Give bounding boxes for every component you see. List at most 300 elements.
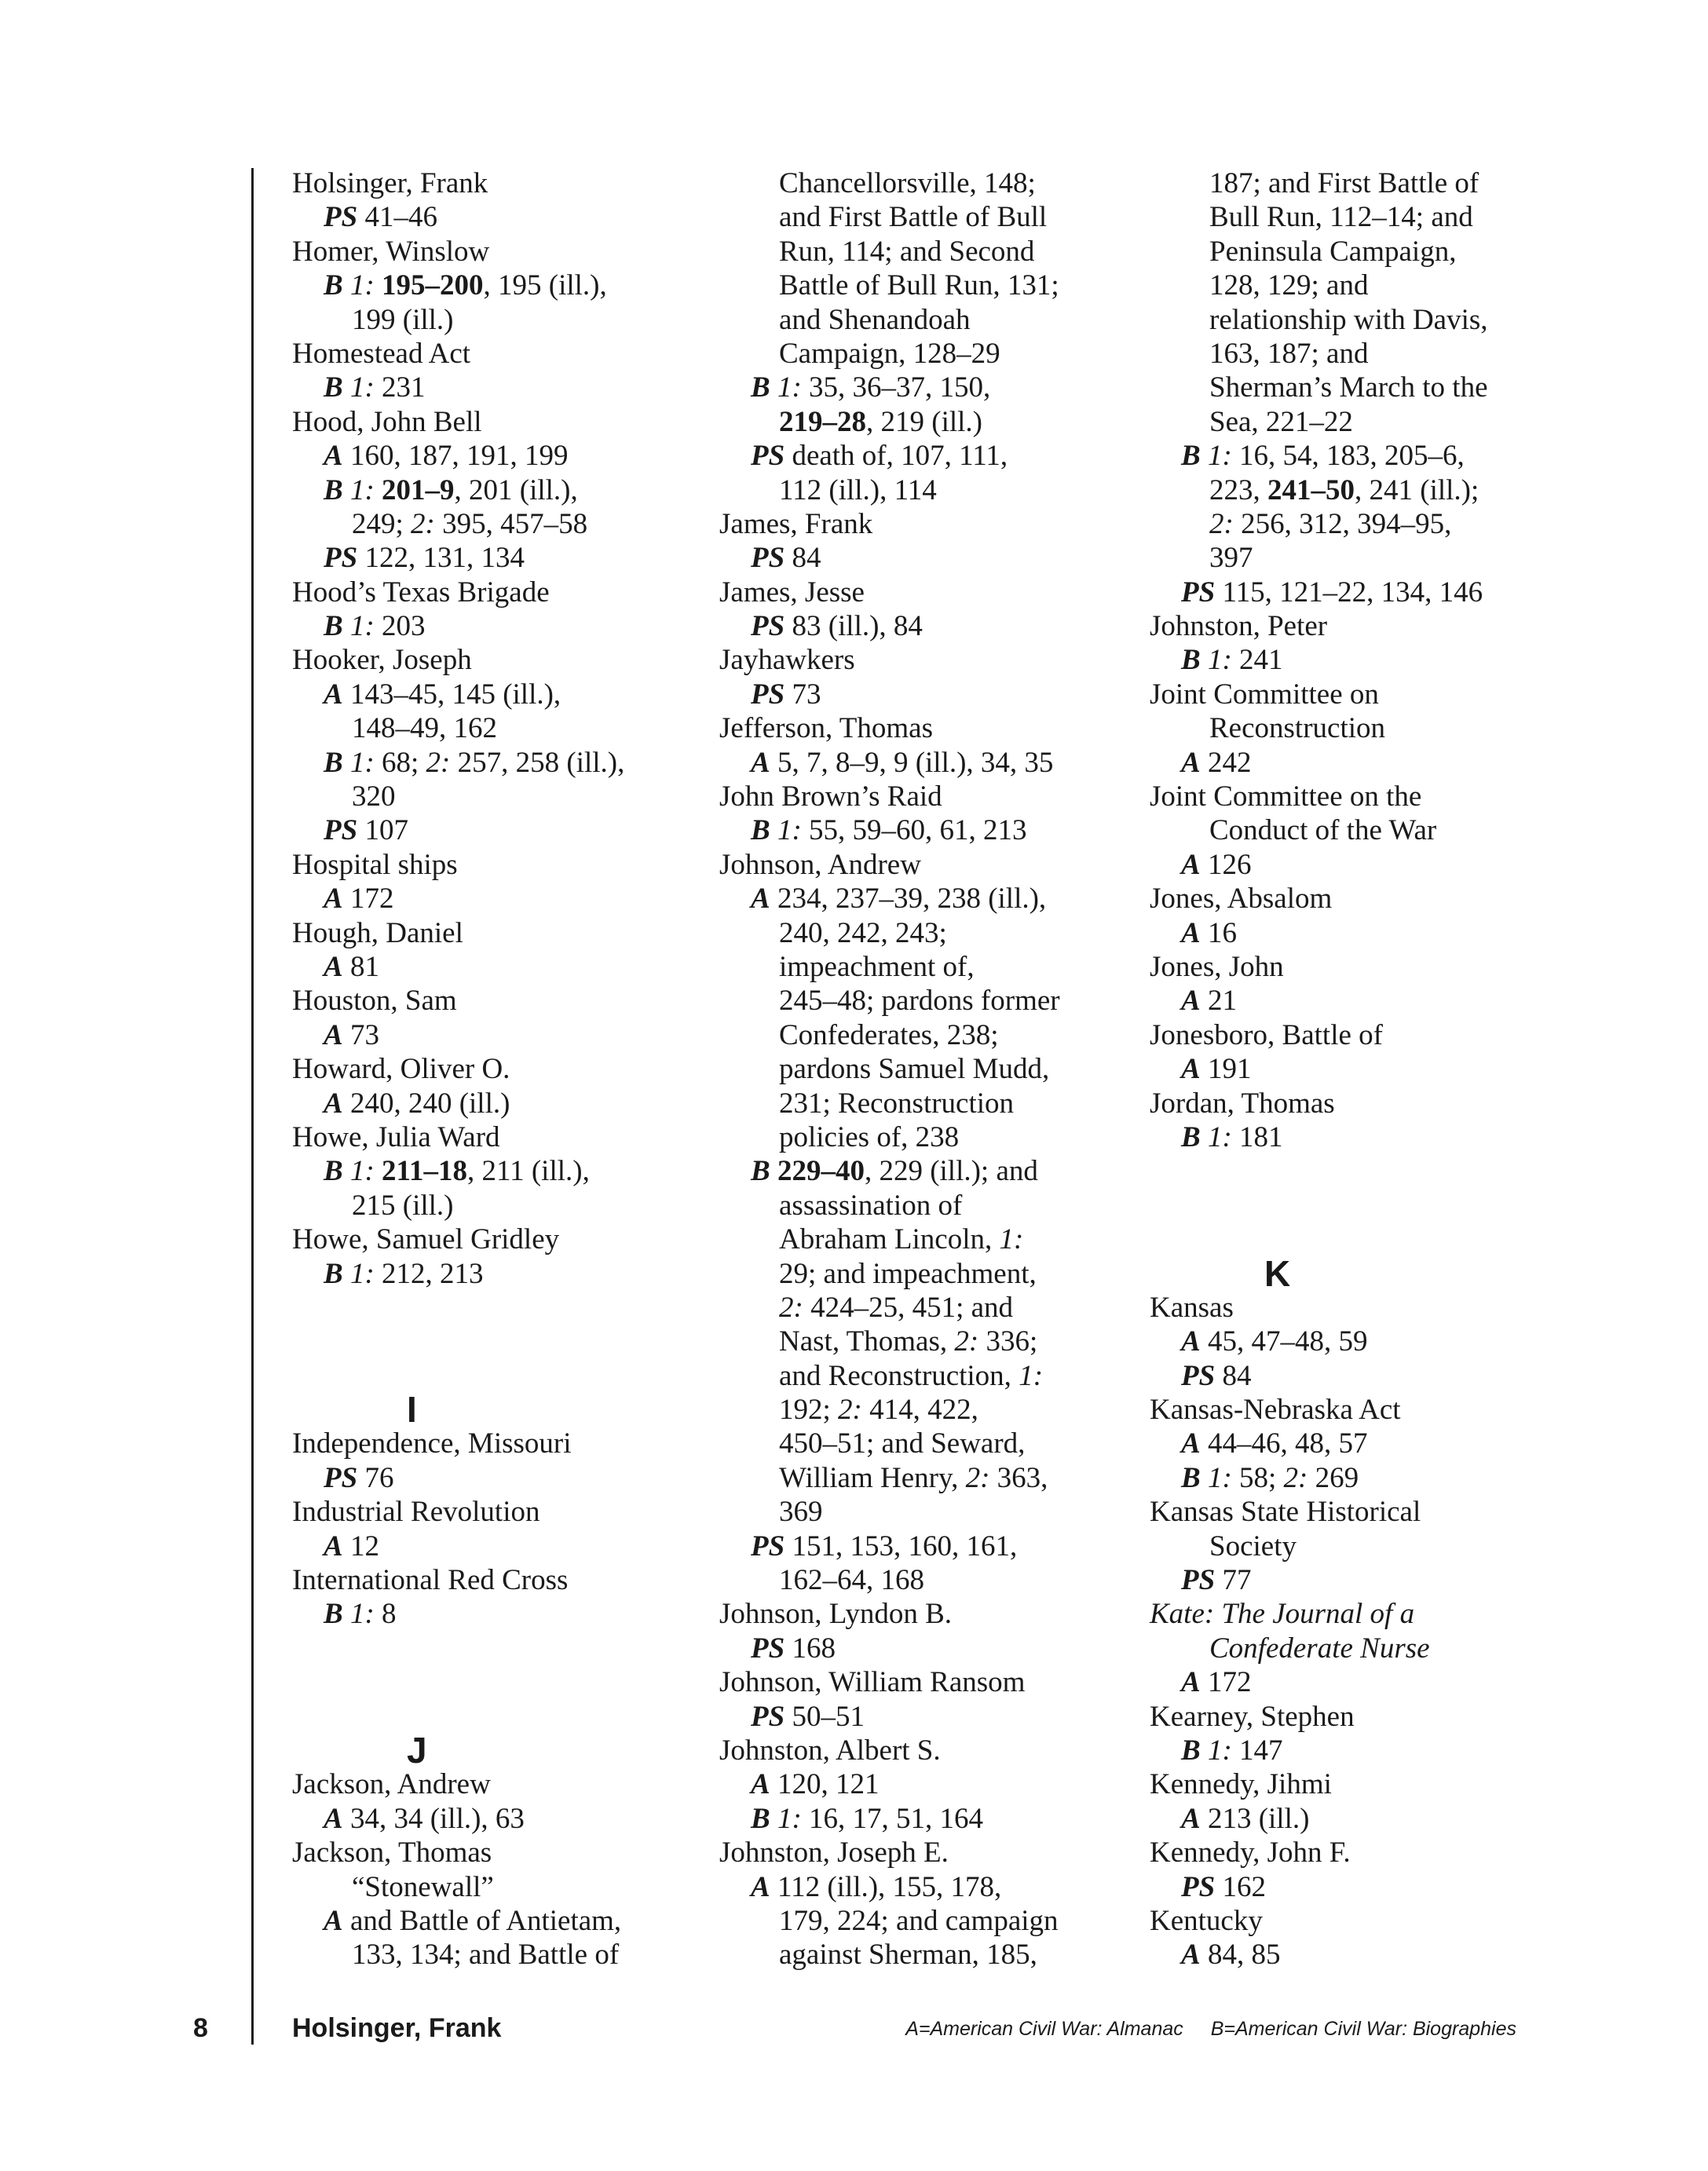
entry-text-segment: 414, 422, bbox=[861, 1394, 978, 1427]
index-source-line bbox=[719, 1530, 1112, 1563]
entry-text-segment: B bbox=[1181, 1461, 1201, 1494]
entry-text-segment: A bbox=[1181, 746, 1201, 779]
index-continuation-line bbox=[719, 1393, 1112, 1427]
entry-text-segment bbox=[1201, 1462, 1208, 1494]
entry-text-segment bbox=[1201, 440, 1208, 472]
entry-text-segment: PS bbox=[324, 201, 358, 234]
index-source-line bbox=[292, 609, 685, 643]
section-spacer bbox=[1150, 1154, 1542, 1256]
index-entry-heading bbox=[1150, 1597, 1542, 1631]
index-source-line bbox=[1150, 1802, 1542, 1836]
index-entry-heading bbox=[719, 576, 1112, 609]
entry-text-segment: Kennedy, John F. bbox=[1150, 1837, 1351, 1869]
entry-text-segment: 257, 258 (ill.), bbox=[450, 746, 625, 779]
entry-text-segment: 1: bbox=[349, 371, 375, 404]
entry-text-segment: B bbox=[324, 473, 343, 506]
entry-text-segment: Homer, Winslow bbox=[292, 235, 490, 268]
index-continuation-line bbox=[719, 1359, 1112, 1393]
entry-text-segment: 35, 36–37, 150, bbox=[801, 371, 991, 404]
entry-text-segment: Jackson, Thomas bbox=[292, 1837, 492, 1869]
index-continuation-line bbox=[719, 1495, 1112, 1529]
index-source-line bbox=[292, 1257, 685, 1291]
entry-text-segment: 44–46, 48, 57 bbox=[1200, 1427, 1368, 1460]
index-continuation-line bbox=[1150, 507, 1542, 541]
index-source-line bbox=[719, 813, 1112, 847]
entry-text-segment: 2: bbox=[411, 507, 435, 540]
index-source-line bbox=[1150, 1325, 1542, 1358]
entry-text-segment: B bbox=[324, 610, 343, 643]
entry-text-segment: , 219 (ill.) bbox=[866, 405, 982, 438]
entry-text-segment: Johnston, Peter bbox=[1150, 610, 1328, 643]
entry-text-segment: 336; bbox=[978, 1325, 1038, 1358]
entry-text-segment: 179, 224; and campaign bbox=[779, 1904, 1059, 1937]
entry-text-segment bbox=[375, 269, 382, 302]
index-entry-heading bbox=[1150, 609, 1542, 643]
entry-text-segment: and Reconstruction, bbox=[779, 1359, 1019, 1392]
index-entry-heading bbox=[1150, 1393, 1542, 1427]
entry-text-segment: 84 bbox=[1215, 1359, 1252, 1392]
entry-text-segment: Peninsula Campaign, bbox=[1209, 235, 1457, 268]
entry-text-segment: Run, 114; and Second bbox=[779, 235, 1035, 268]
entry-text-segment bbox=[343, 1598, 350, 1630]
index-source-line bbox=[292, 1802, 685, 1836]
entry-text-segment: 2: bbox=[965, 1461, 990, 1494]
entry-text-segment: B bbox=[751, 371, 770, 404]
entry-text-segment: 241–50 bbox=[1267, 473, 1355, 506]
index-continuation-line bbox=[1150, 473, 1542, 507]
entry-text-segment: A bbox=[1181, 1666, 1201, 1699]
entry-text-segment: Homestead Act bbox=[292, 337, 471, 370]
entry-text-segment: pardons Samuel Mudd, bbox=[779, 1053, 1050, 1086]
entry-text-segment: 195–200 bbox=[382, 269, 484, 302]
index-entry-heading bbox=[719, 711, 1112, 745]
entry-text-segment: 84, 85 bbox=[1200, 1939, 1281, 1972]
entry-text-segment: , 229 (ill.); and bbox=[864, 1155, 1038, 1188]
entry-text-segment: 215 (ill.) bbox=[352, 1189, 454, 1222]
index-entry-heading bbox=[719, 643, 1112, 677]
index-entry-heading bbox=[719, 507, 1112, 541]
index-continuation-line bbox=[719, 1120, 1112, 1154]
entry-text-segment: A bbox=[1181, 1939, 1201, 1972]
entry-text-segment: PS bbox=[1181, 1870, 1216, 1903]
index-source-line bbox=[292, 200, 685, 234]
index-source-line bbox=[292, 813, 685, 847]
entry-text-segment: Kansas-Nebraska Act bbox=[1150, 1394, 1401, 1427]
entry-text-segment: Confederate Nurse bbox=[1209, 1632, 1430, 1665]
entry-text-segment: 240, 240 (ill.) bbox=[342, 1087, 510, 1120]
entry-text-segment: 424–25, 451; and bbox=[803, 1291, 1014, 1324]
entry-text-segment: James, Frank bbox=[719, 507, 873, 540]
index-continuation-line bbox=[292, 1189, 685, 1223]
entry-text-segment: 240, 242, 243; bbox=[779, 916, 947, 949]
entry-text-segment: B bbox=[324, 1257, 343, 1290]
running-head: Holsinger, Frank bbox=[292, 2013, 502, 2043]
index-source-line bbox=[292, 746, 685, 780]
index-continuation-line bbox=[719, 269, 1112, 302]
entry-text-segment: A bbox=[324, 440, 343, 473]
entry-text-segment: 256, 312, 394–95, bbox=[1233, 507, 1452, 540]
index-entry-heading bbox=[719, 780, 1112, 813]
entry-text-segment bbox=[343, 1258, 350, 1290]
index-source-line bbox=[1150, 746, 1542, 780]
index-source-line bbox=[292, 1154, 685, 1188]
index-continuation-line bbox=[719, 1087, 1112, 1120]
index-continuation-line bbox=[719, 1325, 1112, 1358]
index-entry-heading bbox=[719, 1597, 1112, 1631]
index-continuation-line bbox=[1150, 405, 1542, 439]
entry-text-segment: Houston, Sam bbox=[292, 985, 457, 1018]
entry-text-segment: 168 bbox=[785, 1632, 836, 1665]
entry-text-segment: John Brown’s Raid bbox=[719, 780, 942, 813]
entry-text-segment bbox=[375, 1155, 382, 1187]
section-letter-heading: I bbox=[407, 1389, 417, 1431]
index-entry-heading bbox=[292, 166, 685, 200]
index-continuation-line bbox=[719, 1189, 1112, 1223]
index-source-line bbox=[719, 678, 1112, 711]
entry-text-segment: B bbox=[751, 1802, 770, 1835]
index-continuation-line bbox=[1150, 541, 1542, 575]
entry-text-segment: Jackson, Andrew bbox=[292, 1768, 491, 1801]
index-continuation-line bbox=[1150, 200, 1542, 234]
index-source-line bbox=[292, 882, 685, 916]
entry-text-segment: 8 bbox=[374, 1598, 397, 1631]
index-entry-heading bbox=[292, 235, 685, 269]
entry-text-segment bbox=[770, 1803, 777, 1835]
index-source-line bbox=[292, 950, 685, 984]
entry-text-segment: PS bbox=[751, 610, 785, 643]
entry-text-segment: A bbox=[324, 1087, 343, 1120]
entry-text-segment: A bbox=[751, 1870, 770, 1903]
entry-text-segment: A bbox=[751, 883, 770, 916]
entry-text-segment bbox=[1201, 1734, 1208, 1767]
entry-text-segment: Jayhawkers bbox=[719, 644, 855, 677]
entry-text-segment: 1: bbox=[1207, 1734, 1232, 1767]
entry-text-segment: Nast, Thomas, bbox=[779, 1325, 955, 1358]
entry-text-segment: B bbox=[751, 1155, 770, 1188]
index-source-line bbox=[1150, 439, 1542, 473]
entry-text-segment: 41–46 bbox=[357, 201, 437, 234]
entry-text-segment: 181 bbox=[1231, 1120, 1283, 1153]
index-source-line bbox=[719, 1802, 1112, 1836]
entry-text-segment: 201–9 bbox=[382, 473, 455, 506]
index-entry-heading bbox=[1150, 1836, 1542, 1869]
entry-text-segment: 231; Reconstruction bbox=[779, 1087, 1015, 1120]
entry-text-segment: Howe, Julia Ward bbox=[292, 1120, 500, 1153]
entry-text-segment bbox=[343, 610, 350, 642]
index-source-line bbox=[292, 541, 685, 575]
entry-text-segment: A bbox=[1181, 1053, 1201, 1086]
entry-text-segment: 120, 121 bbox=[770, 1768, 880, 1801]
entry-text-segment: B bbox=[324, 269, 343, 302]
index-entry-heading bbox=[292, 405, 685, 439]
index-entry-heading bbox=[292, 1427, 685, 1460]
index-source-line bbox=[719, 1154, 1112, 1188]
entry-text-segment bbox=[770, 814, 777, 846]
entry-text-segment: A bbox=[1181, 916, 1201, 949]
entry-text-segment: and Shenandoah bbox=[779, 303, 971, 336]
entry-text-segment: Independence, Missouri bbox=[292, 1427, 572, 1460]
entry-text-segment: 112 (ill.), 155, 178, bbox=[770, 1870, 1002, 1903]
index-entry-heading bbox=[719, 1665, 1112, 1699]
index-source-line bbox=[1150, 984, 1542, 1018]
entry-text-segment: 126 bbox=[1200, 848, 1252, 881]
index-continuation-line bbox=[292, 303, 685, 337]
entry-text-segment bbox=[343, 474, 350, 506]
index-source-line bbox=[1150, 1734, 1542, 1767]
entry-text-segment: B bbox=[324, 1155, 343, 1188]
index-source-line bbox=[292, 371, 685, 404]
entry-text-segment: 128, 129; and bbox=[1209, 269, 1369, 302]
entry-text-segment: Kennedy, Jihmi bbox=[1150, 1768, 1332, 1801]
entry-text-segment: B bbox=[324, 1598, 343, 1631]
index-source-line bbox=[292, 1018, 685, 1052]
legend-almanac: A=American Civil War: Almanac bbox=[905, 2018, 1183, 2040]
entry-text-segment: 1: bbox=[349, 610, 375, 643]
entry-text-segment: Joint Committee on bbox=[1150, 678, 1379, 711]
index-continuation-line bbox=[719, 1018, 1112, 1052]
entry-text-segment: 203 bbox=[374, 610, 426, 643]
entry-text-segment: Johnson, Andrew bbox=[719, 848, 921, 881]
index-source-line bbox=[1150, 916, 1542, 950]
entry-text-segment: PS bbox=[751, 678, 785, 711]
entry-text-segment: Holsinger, Frank bbox=[292, 167, 488, 199]
entry-text-segment: A bbox=[324, 950, 343, 983]
index-continuation-line bbox=[719, 1563, 1112, 1597]
entry-text-segment: 107 bbox=[357, 814, 408, 847]
index-continuation-line bbox=[719, 1427, 1112, 1460]
index-entry-heading bbox=[1150, 1767, 1542, 1801]
entry-text-segment: 211–18 bbox=[382, 1155, 467, 1188]
entry-text-segment: A bbox=[324, 678, 343, 711]
entry-text-segment: , 201 (ill.), bbox=[454, 473, 578, 506]
entry-text-segment: Industrial Revolution bbox=[292, 1496, 540, 1529]
entry-text-segment: Jones, Absalom bbox=[1150, 883, 1333, 916]
index-continuation-line bbox=[719, 984, 1112, 1018]
entry-text-segment: Sherman’s March to the bbox=[1209, 371, 1488, 404]
index-column-2 bbox=[719, 166, 1112, 1972]
entry-text-segment: and First Battle of Bull bbox=[779, 201, 1048, 234]
index-entry-heading bbox=[292, 848, 685, 882]
entry-text-segment: Reconstruction bbox=[1209, 712, 1386, 745]
index-continuation-line bbox=[1150, 1530, 1542, 1563]
index-entry-heading bbox=[1150, 1700, 1542, 1734]
legend-biographies: B=American Civil War: Biographies bbox=[1210, 2018, 1516, 2040]
entry-text-segment: PS bbox=[1181, 1359, 1216, 1392]
index-entry-heading bbox=[292, 1563, 685, 1597]
entry-text-segment: 1: bbox=[349, 746, 375, 779]
entry-text-segment: 229–40 bbox=[777, 1155, 865, 1188]
index-source-line bbox=[719, 541, 1112, 575]
entry-text-segment: 112 (ill.), 114 bbox=[779, 473, 937, 506]
entry-text-segment bbox=[343, 269, 350, 302]
index-entry-heading bbox=[719, 848, 1112, 882]
section-spacer bbox=[292, 1632, 685, 1734]
entry-text-segment: 212, 213 bbox=[374, 1257, 484, 1290]
entry-text-segment: Jones, John bbox=[1150, 950, 1284, 983]
entry-text-segment: 192; bbox=[779, 1394, 839, 1427]
entry-text-segment: 241 bbox=[1231, 644, 1283, 677]
column-rule bbox=[251, 168, 254, 2045]
entry-text-segment: A bbox=[324, 1018, 343, 1051]
index-continuation-line bbox=[719, 1938, 1112, 1972]
entry-text-segment: assassination of bbox=[779, 1189, 963, 1222]
entry-text-segment: 16, 54, 183, 205–6, bbox=[1231, 440, 1465, 473]
index-source-line bbox=[292, 1087, 685, 1120]
entry-text-segment: Battle of Bull Run, 131; bbox=[779, 269, 1059, 302]
entry-text-segment: 162–64, 168 bbox=[779, 1564, 924, 1597]
entry-text-segment: “Stonewall” bbox=[352, 1870, 494, 1903]
index-source-line bbox=[719, 439, 1112, 473]
entry-text-segment: International Red Cross bbox=[292, 1564, 569, 1597]
entry-text-segment: Kearney, Stephen bbox=[1150, 1700, 1355, 1733]
index-source-line bbox=[292, 678, 685, 711]
index-source-line bbox=[1150, 848, 1542, 882]
index-continuation-line bbox=[719, 166, 1112, 200]
entry-text-segment: 2: bbox=[779, 1291, 803, 1324]
entry-text-segment: 83 (ill.), 84 bbox=[785, 610, 923, 643]
entry-text-segment: PS bbox=[324, 542, 358, 575]
index-continuation-line bbox=[719, 1257, 1112, 1291]
index-source-line bbox=[1150, 1461, 1542, 1495]
entry-text-segment: B bbox=[1181, 644, 1201, 677]
index-entry-heading bbox=[1150, 882, 1542, 916]
index-source-line bbox=[1150, 576, 1542, 609]
entry-text-segment: 249; bbox=[352, 507, 411, 540]
entry-text-segment: A bbox=[324, 1904, 343, 1937]
index-source-line bbox=[719, 371, 1112, 404]
entry-text-segment: A bbox=[751, 1768, 770, 1801]
entry-text-segment: Campaign, 128–29 bbox=[779, 337, 1000, 370]
entry-text-segment: PS bbox=[751, 1632, 785, 1665]
entry-text-segment: Confederates, 238; bbox=[779, 1018, 999, 1051]
entry-text-segment: Kansas State Historical bbox=[1150, 1496, 1421, 1529]
entry-text-segment: A bbox=[1181, 1325, 1201, 1358]
entry-text-segment: 234, 237–39, 238 (ill.), bbox=[770, 883, 1047, 916]
entry-text-segment: 50–51 bbox=[785, 1700, 865, 1733]
index-entry-heading bbox=[292, 1836, 685, 1869]
entry-text-segment: 34, 34 (ill.), 63 bbox=[342, 1802, 525, 1835]
index-continuation-line bbox=[1150, 337, 1542, 371]
index-continuation-line bbox=[719, 303, 1112, 337]
entry-text-segment: Abraham Lincoln, bbox=[779, 1223, 1000, 1256]
entry-text-segment: B bbox=[324, 746, 343, 779]
index-entry-heading bbox=[292, 1052, 685, 1086]
entry-text-segment bbox=[343, 1155, 350, 1187]
entry-text-segment: 143–45, 145 (ill.), bbox=[342, 678, 561, 711]
entry-text-segment: Jordan, Thomas bbox=[1150, 1087, 1335, 1120]
entry-text-segment: 58; bbox=[1231, 1461, 1284, 1494]
entry-text-segment: 148–49, 162 bbox=[352, 712, 497, 745]
entry-text-segment: Jefferson, Thomas bbox=[719, 712, 933, 745]
section-spacer bbox=[292, 1291, 685, 1393]
index-entry-heading bbox=[1150, 1018, 1542, 1052]
index-entry-heading bbox=[292, 916, 685, 950]
section-letter-heading: K bbox=[1264, 1252, 1291, 1294]
entry-text-segment: 320 bbox=[352, 780, 396, 813]
entry-text-segment: impeachment of, bbox=[779, 950, 975, 983]
index-continuation-line bbox=[292, 1938, 685, 1972]
entry-text-segment: 1: bbox=[1019, 1359, 1044, 1392]
entry-text-segment: policies of, 238 bbox=[779, 1120, 960, 1153]
index-entry-heading bbox=[292, 984, 685, 1018]
index-continuation-line bbox=[1150, 371, 1542, 404]
index-continuation-line bbox=[719, 235, 1112, 269]
index-continuation-line bbox=[292, 1870, 685, 1904]
entry-text-segment: 2: bbox=[838, 1394, 862, 1427]
entry-text-segment: B bbox=[751, 814, 770, 847]
index-source-line bbox=[1150, 1563, 1542, 1597]
index-source-line bbox=[292, 473, 685, 507]
index-source-line bbox=[1150, 643, 1542, 677]
entry-text-segment: 163, 187; and bbox=[1209, 337, 1369, 370]
entry-text-segment: PS bbox=[324, 1461, 358, 1494]
entry-text-segment bbox=[375, 474, 382, 506]
entry-text-segment: B bbox=[1181, 440, 1201, 473]
index-continuation-line bbox=[1150, 166, 1542, 200]
index-source-line bbox=[1150, 1052, 1542, 1086]
entry-text-segment: A bbox=[1181, 1802, 1201, 1835]
entry-text-segment: , 195 (ill.), bbox=[483, 269, 607, 302]
entry-text-segment: PS bbox=[1181, 576, 1216, 609]
entry-text-segment: 172 bbox=[1200, 1666, 1252, 1699]
entry-text-segment: A bbox=[1181, 985, 1201, 1018]
entry-text-segment: 395, 457–58 bbox=[434, 507, 588, 540]
entry-text-segment: 1: bbox=[1207, 440, 1232, 473]
index-continuation-line bbox=[292, 507, 685, 541]
entry-text-segment: 12 bbox=[342, 1530, 379, 1562]
entry-text-segment: Kate: The Journal of a bbox=[1150, 1598, 1415, 1631]
index-source-line bbox=[292, 269, 685, 302]
entry-text-segment: PS bbox=[751, 1530, 785, 1562]
entry-text-segment: and Battle of Antietam, bbox=[342, 1904, 622, 1937]
entry-text-segment bbox=[343, 747, 350, 779]
index-entry-heading bbox=[1150, 780, 1542, 813]
index-source-line bbox=[719, 1767, 1112, 1801]
entry-text-segment: 199 (ill.) bbox=[352, 303, 454, 336]
entry-text-segment: Kentucky bbox=[1150, 1904, 1263, 1937]
index-continuation-line bbox=[719, 1904, 1112, 1938]
entry-text-segment: Joint Committee on the bbox=[1150, 780, 1422, 813]
entry-text-segment: 16, 17, 51, 164 bbox=[801, 1802, 984, 1835]
entry-text-segment: 77 bbox=[1215, 1564, 1252, 1597]
entry-text-segment: Society bbox=[1209, 1530, 1297, 1562]
entry-text-segment: Hood, John Bell bbox=[292, 405, 482, 438]
entry-text-segment: 1: bbox=[777, 814, 802, 847]
index-source-line bbox=[719, 1632, 1112, 1665]
index-continuation-line bbox=[1150, 813, 1542, 847]
index-continuation-line bbox=[719, 1223, 1112, 1256]
entry-text-segment: 29; and impeachment, bbox=[779, 1257, 1037, 1290]
index-source-line bbox=[1150, 1870, 1542, 1904]
index-continuation-line bbox=[719, 1052, 1112, 1086]
index-continuation-line bbox=[719, 1461, 1112, 1495]
index-source-line bbox=[292, 439, 685, 473]
entry-text-segment: 1: bbox=[349, 473, 375, 506]
source-legend bbox=[883, 2018, 1516, 2041]
section-letter-heading: J bbox=[407, 1730, 427, 1771]
index-entry-heading bbox=[1150, 1495, 1542, 1529]
entry-text-segment bbox=[1201, 1121, 1208, 1153]
entry-text-segment: Johnson, Lyndon B. bbox=[719, 1598, 953, 1631]
entry-text-segment: Johnston, Albert S. bbox=[719, 1734, 941, 1767]
index-source-line bbox=[719, 746, 1112, 780]
index-continuation-line bbox=[292, 780, 685, 813]
entry-text-segment: PS bbox=[751, 542, 785, 575]
entry-text-segment: 2: bbox=[1209, 507, 1234, 540]
index-entry-heading bbox=[292, 1223, 685, 1256]
entry-text-segment: 269 bbox=[1308, 1461, 1359, 1494]
entry-text-segment: 213 (ill.) bbox=[1200, 1802, 1310, 1835]
